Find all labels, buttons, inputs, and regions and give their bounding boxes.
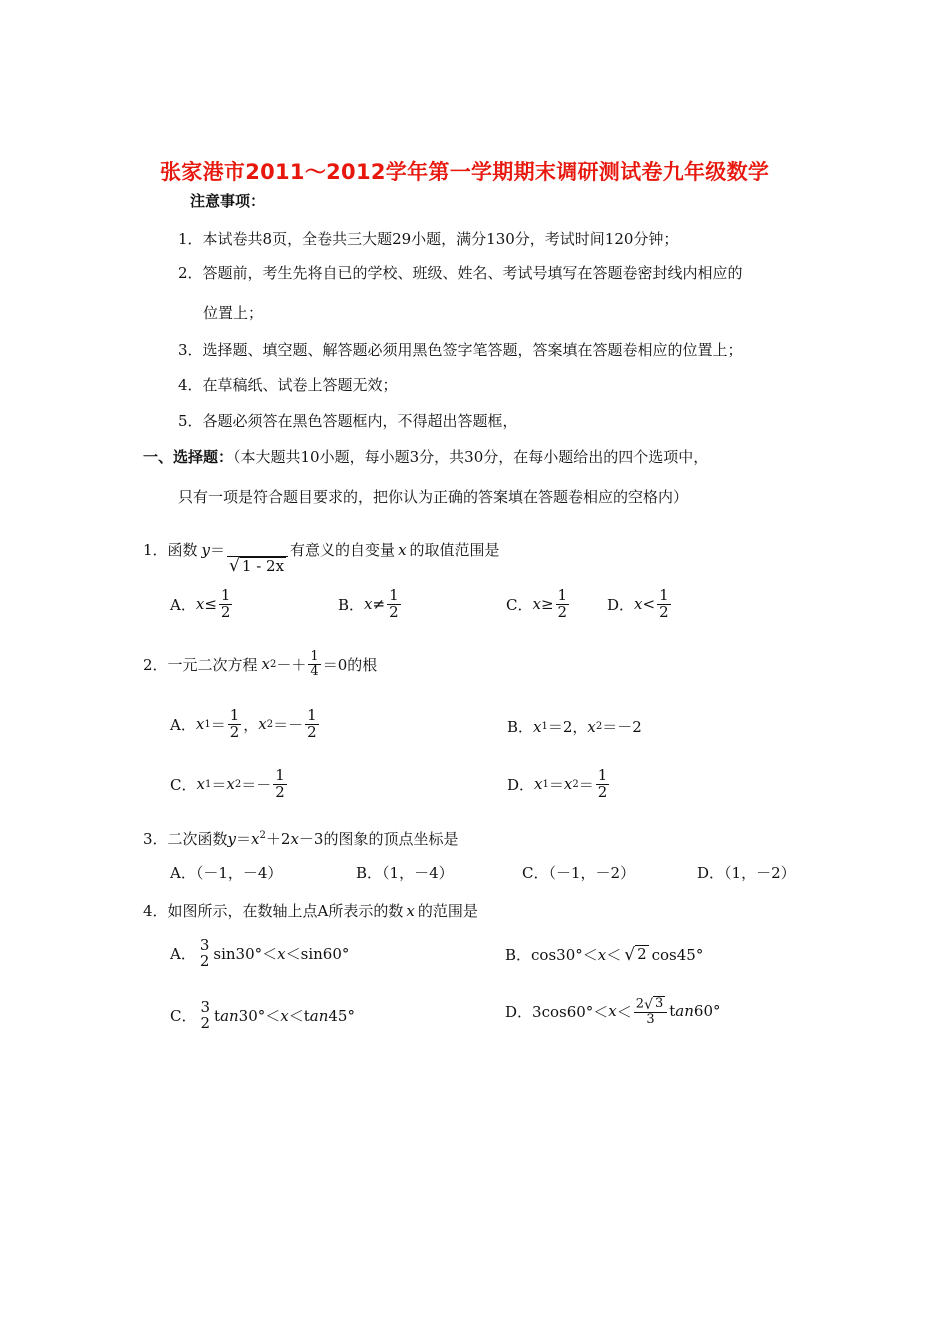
q4-option-c: C． 3 2 t an 30°＜ x ＜ t an 45° <box>170 998 355 1032</box>
section-heading: 一、选择题： <box>143 448 234 466</box>
section-desc-1: （本大题共10小题，每小题3分，共30分，在每小题给出的四个选项中， <box>233 448 709 466</box>
question-1-stem: 1．函数 y ＝ √ 1 - 2x 有意义的自变量 x 的取值范围是 <box>143 540 500 576</box>
q3-option-d: D．（1，－2） <box>697 864 796 882</box>
note-item-4: 4．在草稿纸、试卷上答题无效； <box>178 376 398 394</box>
q2-option-d: D． x 1 ＝ x 2 ＝ $\frac{1}{2}$ <box>507 766 608 801</box>
note-item-1: 1．本试卷共8页，全卷共三大题29小题，满分130分，考试时间120分钟； <box>178 230 679 248</box>
q1-option-c: C． x ≥ $\frac{1}{2}$ <box>506 586 568 621</box>
q1-option-b: B． x ≠ $\frac{1}{2}$ <box>338 586 399 621</box>
q1-option-a: A． x ≤ $\frac{1}{2}$ <box>170 586 231 621</box>
q3-option-c: C．（－1，－2） <box>522 864 636 882</box>
notes-heading: 注意事项： <box>190 192 266 210</box>
q1-radicand: 1 - 2x <box>241 556 285 575</box>
q2-option-a: A． x 1 ＝ $\frac{1}{2}$ ， x 2 ＝－ $\frac{1}{2}$ <box>170 706 317 741</box>
q3-option-a: A．（－1，－4） <box>170 864 283 882</box>
note-item-2-cont: 位置上； <box>203 304 264 322</box>
question-3-stem: 3．二次函数$y=x^2+2x-3$的图象的顶点坐标是 <box>143 830 459 848</box>
note-item-2: 2．答题前，考生先将自已的学校、班级、姓名、考试号填写在答题卷密封线内相应的 <box>178 264 743 282</box>
note-item-5: 5．各题必须答在黑色答题框内，不得超出答题框， <box>178 412 518 430</box>
q4-option-b: B． cos30°＜ x ＜ √ 2 cos45° <box>505 944 704 965</box>
q2-option-b: B． x 1 ＝2， x 2 ＝－2 <box>507 717 642 736</box>
q2-option-c: C． x 1 ＝ x 2 ＝－ $\frac{1}{2}$ <box>170 766 285 801</box>
section-heading-line <box>143 446 708 467</box>
q3-option-b: B．（1，－4） <box>356 864 454 882</box>
q4-option-a: A． 3 2 sin30°＜ x ＜ sin60° <box>170 936 350 970</box>
q1-option-d: D． x < $\frac{1}{2}$ <box>607 586 669 621</box>
page-title: 张家港市2011～2012学年第一学期期末调研测试卷九年级数学 <box>160 160 770 184</box>
q1-fraction: √ 1 - 2x <box>227 540 288 575</box>
section-desc-2: 只有一项是符合题目要求的，把你认为正确的答案填在答题卷相应的空格内） <box>178 488 689 506</box>
q4-d-fraction: 2 √ 3 3 <box>634 996 667 1027</box>
q4-option-d: D． 3cos60°＜ x ＜ 2 √ 3 3 t an 60° <box>505 996 721 1027</box>
question-2-stem: 2．一元二次方程 x 2 －＋ $\frac{1}{4}$ ＝0的根 <box>143 649 378 679</box>
note-item-3: 3．选择题、填空题、解答题必须用黑色签字笔答题，答案填在答题卷相应的位置上； <box>178 341 743 359</box>
question-4-stem: 4．如图所示，在数轴上点A所表示的数 x 的范围是 <box>143 902 478 920</box>
